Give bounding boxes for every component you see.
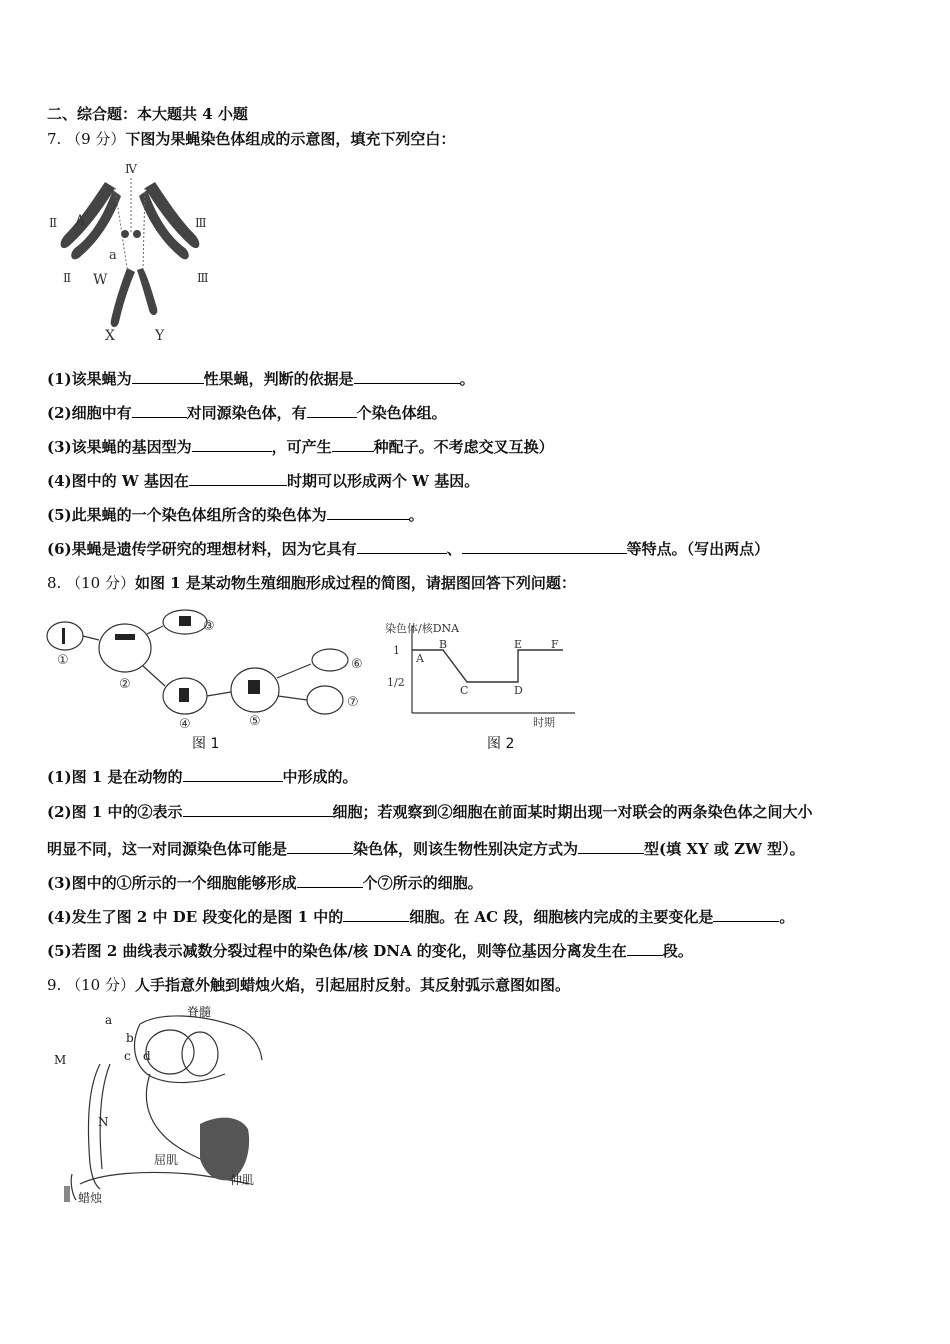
q8-sub3-text-b: 个⑦所示的细胞。 bbox=[362, 874, 483, 892]
q7-sub3 bbox=[47, 437, 554, 457]
label-Y: Y bbox=[155, 328, 165, 344]
label-iii-top: Ⅲ bbox=[195, 216, 207, 230]
q8-sub4-id: (4) bbox=[47, 908, 72, 926]
q8-sub1-text-a: 图 1 是在动物的 bbox=[71, 768, 183, 786]
q7-sub2-text-a: 细胞中有 bbox=[71, 404, 132, 422]
q7-sub6 bbox=[47, 539, 769, 559]
answer-blank[interactable] bbox=[462, 539, 627, 554]
q8-stem bbox=[47, 573, 576, 593]
label-gene-W: W bbox=[93, 272, 108, 288]
q9-number: 9. bbox=[47, 976, 62, 994]
label-gene-A: A bbox=[75, 213, 86, 229]
answer-blank[interactable] bbox=[192, 437, 272, 452]
figure-2-ylabel: 染色体/核DNA bbox=[385, 622, 460, 635]
answer-blank[interactable] bbox=[354, 369, 460, 384]
label-d: d bbox=[143, 1049, 151, 1063]
answer-blank[interactable] bbox=[189, 471, 287, 486]
label-gene-a: a bbox=[109, 248, 117, 263]
y-tick-1: 1 bbox=[393, 644, 400, 657]
label-1: ① bbox=[57, 653, 69, 668]
q8-sub4-text-c: 。 bbox=[779, 908, 795, 926]
point-D: D bbox=[514, 684, 523, 697]
q7-sub3-id: (3) bbox=[47, 438, 72, 456]
q8-sub4-text-a: 发生了图 2 中 DE 段变化的是图 1 中的 bbox=[71, 908, 344, 926]
q8-score: （10 分） bbox=[66, 574, 135, 592]
spinal-cord-outline bbox=[140, 1016, 262, 1060]
answer-blank[interactable] bbox=[357, 539, 447, 554]
label-extensor: 伸肌 bbox=[230, 1173, 255, 1187]
q8-sub1 bbox=[47, 767, 358, 787]
q8-number: 8. bbox=[47, 574, 62, 592]
q8-sub3-text-a: 图中的①所示的一个细胞能够形成 bbox=[71, 874, 297, 892]
chromosome-iv-dot-b bbox=[133, 230, 141, 238]
label-M: M bbox=[54, 1053, 67, 1067]
answer-blank[interactable] bbox=[132, 369, 204, 384]
fruit-fly-chromosome-figure bbox=[45, 160, 220, 345]
answer-blank[interactable] bbox=[307, 403, 357, 418]
q7-sub2 bbox=[47, 403, 447, 423]
chromosome-mark bbox=[248, 680, 260, 694]
label-candle: 蜡烛 bbox=[78, 1191, 103, 1205]
q8-sub4 bbox=[47, 907, 794, 927]
answer-blank[interactable] bbox=[287, 839, 353, 854]
figure-2-xlabel: 时期 bbox=[533, 716, 555, 729]
q7-sub5-id: (5) bbox=[47, 506, 72, 524]
label-c: c bbox=[124, 1049, 131, 1063]
answer-blank[interactable] bbox=[578, 839, 644, 854]
label-5: ⑤ bbox=[249, 714, 261, 729]
q8-sub1-text-b: 中形成的。 bbox=[282, 768, 358, 786]
q7-sub1-text-b: 性果蝇，判断的依据是 bbox=[203, 370, 354, 388]
q9-stem-text: 人手指意外触到蜡烛火焰，引起屈肘反射。其反射弧示意图如图。 bbox=[134, 976, 570, 994]
answer-blank[interactable] bbox=[332, 437, 374, 452]
q7-sub2-text-c: 个染色体组。 bbox=[356, 404, 447, 422]
q8-sub5-text-a: 若图 2 曲线表示减数分裂过程中的染色体/核 DNA 的变化，则等位基因分离发生在 bbox=[71, 942, 627, 960]
q8-sub3-id: (3) bbox=[47, 874, 72, 892]
q7-sub5-text-a: 此果蝇的一个染色体组所含的染色体为 bbox=[71, 506, 327, 524]
q8-sub3 bbox=[47, 873, 483, 893]
label-6: ⑥ bbox=[351, 657, 363, 672]
answer-blank[interactable] bbox=[132, 403, 187, 418]
y-tick-half: 1/2 bbox=[387, 676, 405, 689]
reflex-arc-figure bbox=[50, 1004, 275, 1209]
q8-sub2-text-c: 明显不同，这一对同源染色体可能是 bbox=[47, 840, 288, 858]
q8-sub2-text-b: 细胞；若观察到②细胞在前面某时期出现一对联会的两条染色体之间大小 bbox=[332, 803, 813, 821]
q7-stem bbox=[47, 129, 455, 149]
label-2: ② bbox=[119, 677, 131, 692]
q7-sub6-text-a: 果蝇是遗传学研究的理想材料，因为它具有 bbox=[71, 540, 357, 558]
q8-sub2-text-e: 型(填 XY 或 ZW 型）。 bbox=[644, 840, 805, 858]
q8-sub2-id: (2) bbox=[47, 803, 72, 821]
answer-blank[interactable] bbox=[297, 873, 363, 888]
label-a: a bbox=[105, 1013, 113, 1027]
q7-sub6-text-c: 等特点。（写出两点） bbox=[626, 540, 770, 558]
ratio-curve bbox=[412, 650, 563, 682]
label-X: X bbox=[105, 328, 115, 344]
q7-stem-text: 下图为果蝇染色体组成的示意图，填充下列空白： bbox=[125, 130, 456, 148]
q8-sub2-cont bbox=[47, 839, 805, 859]
q7-sub4 bbox=[47, 471, 479, 491]
q8-sub5 bbox=[47, 941, 693, 961]
point-C: C bbox=[460, 684, 469, 697]
q8-sub2-text-d: 染色体，则该生物性别决定方式为 bbox=[353, 840, 579, 858]
chromosome-dna-ratio-figure-2 bbox=[385, 618, 585, 730]
chromosome-mark bbox=[179, 616, 191, 626]
label-iii-bottom: Ⅲ bbox=[197, 271, 209, 285]
figure-1-caption: 图 1 bbox=[192, 736, 220, 752]
answer-blank[interactable] bbox=[327, 505, 409, 520]
candle-shape bbox=[64, 1186, 70, 1202]
q7-number: 7. bbox=[47, 130, 62, 148]
q7-sub6-text-b: 、 bbox=[446, 540, 462, 558]
q8-stem-text: 如图 1 是某动物生殖细胞形成过程的简图，请据图回答下列问题： bbox=[134, 574, 576, 592]
q7-sub4-text-a: 图中的 W 基因在 bbox=[71, 472, 189, 490]
label-ii-top: Ⅱ bbox=[49, 216, 58, 230]
label-N: N bbox=[98, 1115, 109, 1129]
q8-sub5-id: (5) bbox=[47, 942, 72, 960]
q8-sub1-id: (1) bbox=[47, 768, 72, 786]
q7-sub1-id: (1) bbox=[47, 370, 72, 388]
q7-sub2-text-b: 对同源染色体，有 bbox=[186, 404, 307, 422]
chromosome-y bbox=[137, 268, 157, 315]
answer-blank[interactable] bbox=[627, 941, 663, 956]
cell-division-figure-1 bbox=[45, 608, 380, 753]
chromosome-x bbox=[111, 268, 135, 327]
point-B: B bbox=[439, 638, 448, 651]
figure-2-caption: 图 2 bbox=[487, 736, 515, 752]
answer-blank[interactable] bbox=[343, 907, 409, 922]
q7-sub1-text-c: 。 bbox=[459, 370, 475, 388]
q7-sub1-text-a: 该果蝇为 bbox=[71, 370, 132, 388]
chromosome-mark bbox=[179, 688, 189, 702]
q7-sub2-id: (2) bbox=[47, 404, 72, 422]
section-title: 二、综合题：本大题共 4 小题 bbox=[47, 105, 248, 123]
label-4: ④ bbox=[179, 717, 191, 732]
answer-blank[interactable] bbox=[183, 767, 283, 782]
label-ii-bottom: Ⅱ bbox=[63, 271, 72, 285]
q7-sub4-id: (4) bbox=[47, 472, 72, 490]
label-b: b bbox=[126, 1031, 134, 1045]
q8-sub5-text-b: 段。 bbox=[662, 942, 693, 960]
answer-blank[interactable] bbox=[713, 907, 779, 922]
muscle-shape bbox=[200, 1118, 249, 1181]
q7-sub3-text-b: ，可产生 bbox=[271, 438, 332, 456]
cell-2 bbox=[99, 624, 151, 672]
label-7: ⑦ bbox=[347, 695, 359, 710]
answer-blank[interactable] bbox=[183, 802, 333, 817]
q9-stem bbox=[47, 975, 570, 995]
point-F: F bbox=[551, 638, 559, 651]
cell-6 bbox=[312, 649, 348, 671]
q8-sub2-text-a: 图 1 中的②表示 bbox=[71, 803, 183, 821]
q8-sub2 bbox=[47, 802, 813, 822]
q7-sub5-text-b: 。 bbox=[408, 506, 424, 524]
label-iv: Ⅳ bbox=[125, 162, 137, 176]
label-3: ③ bbox=[203, 619, 215, 634]
q7-score: （9 分） bbox=[66, 130, 126, 148]
point-A: A bbox=[416, 652, 424, 665]
q7-sub3-text-a: 该果蝇的基因型为 bbox=[71, 438, 192, 456]
q7-sub1 bbox=[47, 369, 475, 389]
chromosome-mark bbox=[62, 628, 65, 644]
q7-sub3-text-c: 种配子。不考虑交叉互换） bbox=[373, 438, 554, 456]
q8-sub4-text-b: 细胞。在 AC 段，细胞核内完成的主要变化是 bbox=[409, 908, 714, 926]
cell-7 bbox=[307, 686, 343, 714]
chromosome-mark bbox=[115, 634, 135, 640]
q7-sub6-id: (6) bbox=[47, 540, 72, 558]
q9-score: （10 分） bbox=[66, 976, 135, 994]
q7-sub4-text-b: 时期可以形成两个 W 基因。 bbox=[286, 472, 480, 490]
point-E: E bbox=[514, 638, 523, 651]
q7-sub5 bbox=[47, 505, 424, 525]
label-spinal-cord: 脊髓 bbox=[187, 1005, 212, 1019]
label-flexor: 屈肌 bbox=[154, 1153, 179, 1167]
